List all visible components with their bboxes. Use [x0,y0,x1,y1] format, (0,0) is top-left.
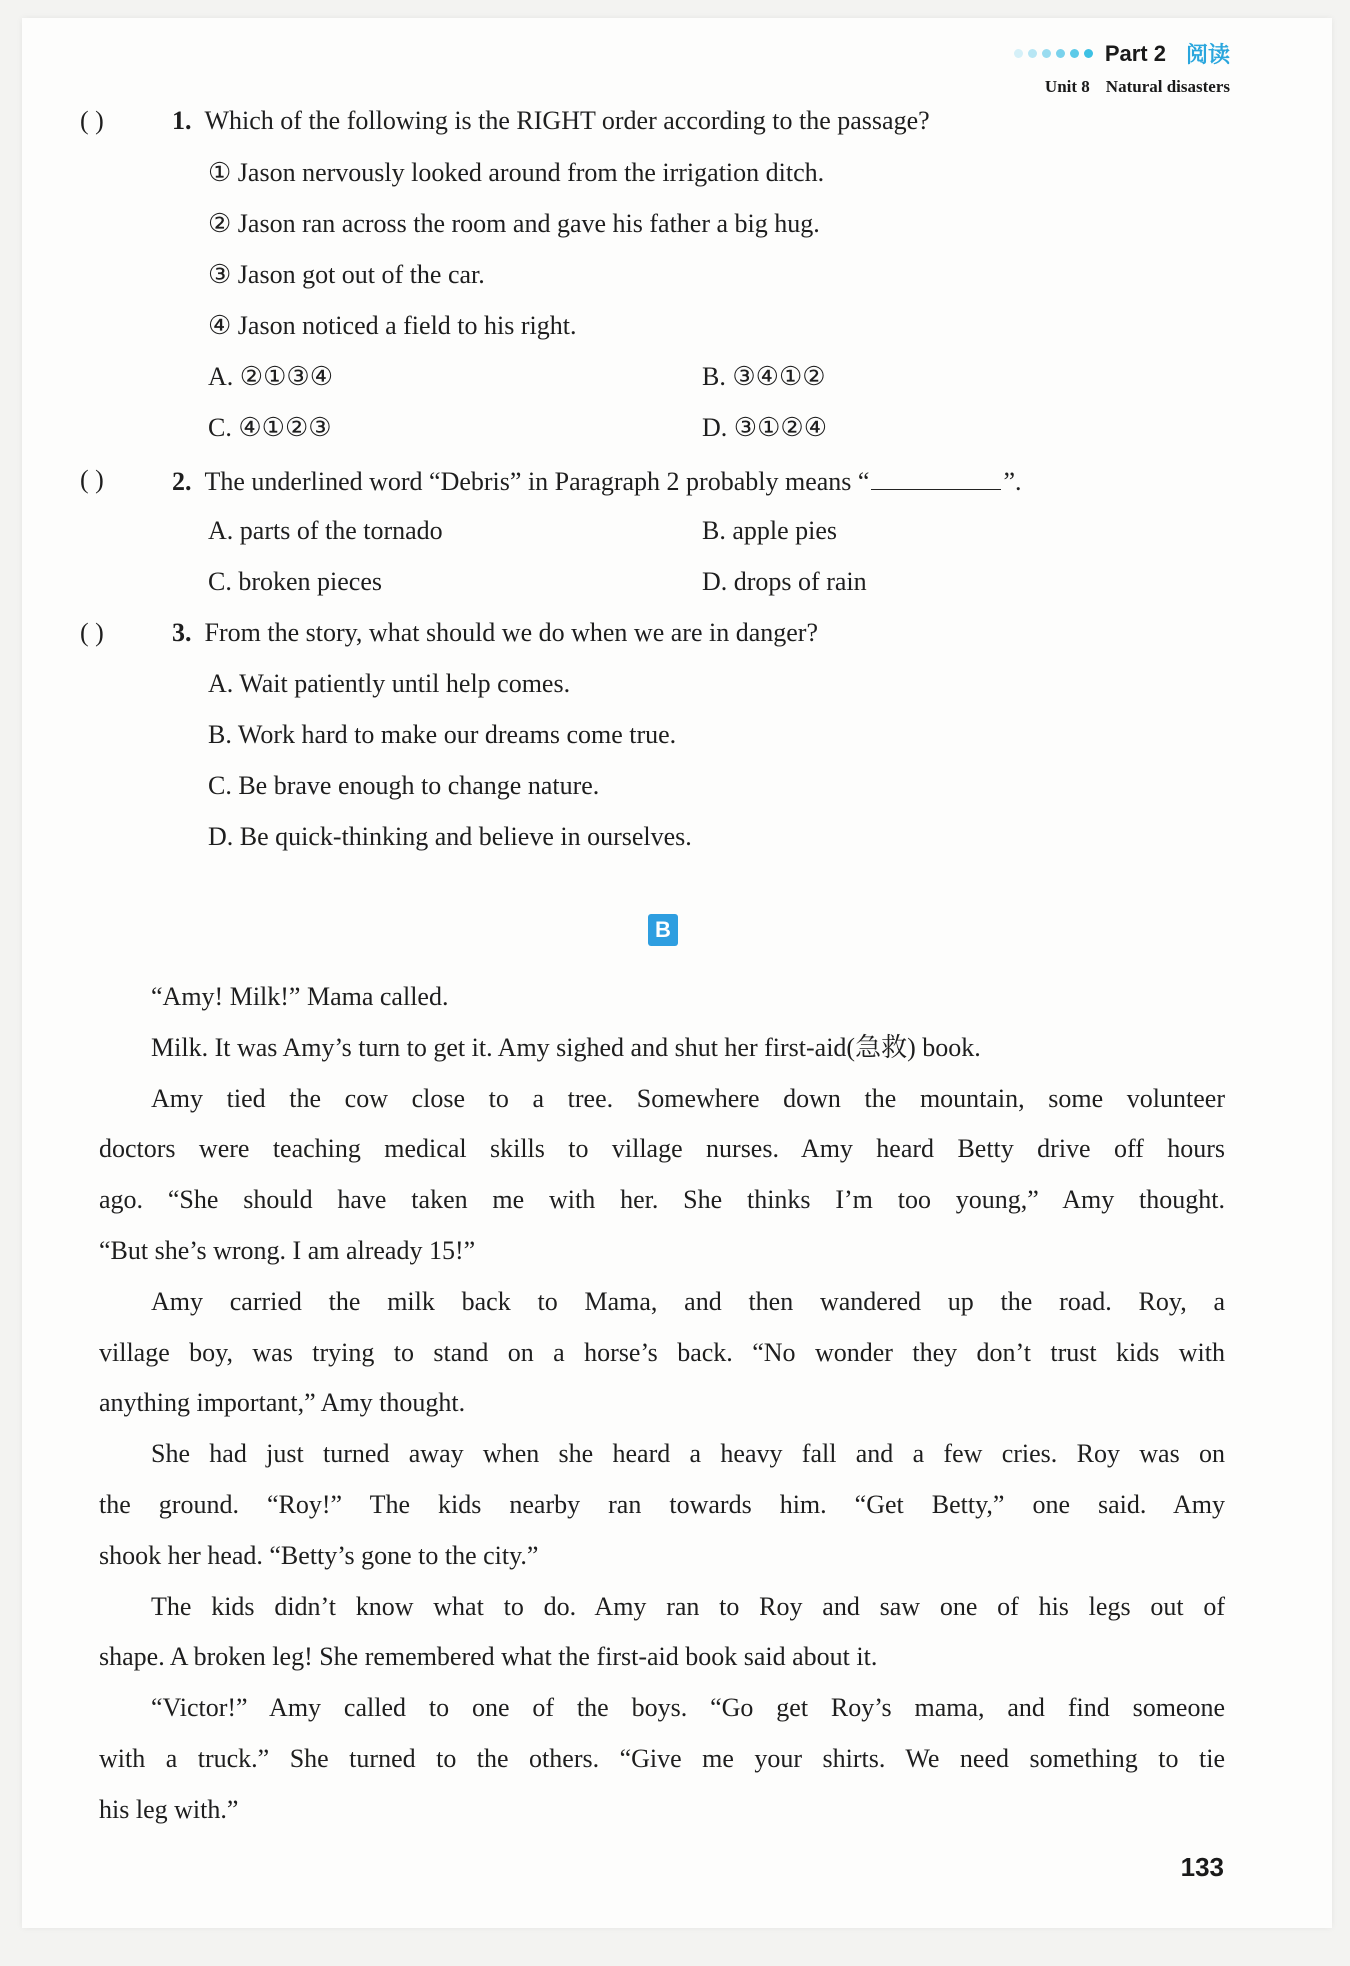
question-3-stem: 3. From the story, what should we do when we are in danger? [172,618,818,647]
answer-blank[interactable] [871,465,1001,490]
page-header [1014,38,1230,97]
part-cn-label: 阅读 [1185,43,1230,68]
question-2-stem: 2. The underlined word “Debris” in Paragraph 2 probably means “ ”. [172,467,1022,496]
answer-bracket[interactable]: ( ) [80,106,104,135]
question-2-option-c[interactable]: C. broken pieces [208,567,383,596]
question-1-stem: 1. Which of the following is the RIGHT order according to the passage? [172,106,930,135]
passage-line: “Victor!” Amy called to one of the boys. “Go get Roy’s mama, and find someone [151,1693,1225,1723]
question-3-option-c[interactable]: C. Be brave enough to change nature. [208,771,600,800]
page-number: 133 [1180,1852,1224,1882]
part-label: Part 2 [1104,40,1166,66]
question-1-option-b[interactable]: B. ③④①② [702,362,826,391]
question-1-item: ② Jason ran across the room and gave his father a big hug. [208,209,820,238]
answer-bracket[interactable]: ( ) [80,618,104,647]
unit-topic: Natural disasters [1105,77,1230,96]
passage-line: ago. “She should have taken me with her. She thinks I’m too young,” Amy thought. [99,1185,1225,1215]
question-1-option-a[interactable]: A. ②①③④ [208,362,334,391]
question-3-option-b[interactable]: B. Work hard to make our dreams come true. [208,720,677,749]
question-3-option-a[interactable]: A. Wait patiently until help comes. [208,669,571,698]
passage-line: Milk. It was Amy’s turn to get it. Amy sighed and shut her first-aid(急救) book. [151,1032,981,1062]
passage-text [99,972,1225,1836]
passage-line: village boy, was trying to stand on a horse’s back. “No wonder they don’t trust kids with [99,1337,1225,1367]
passage-line: his leg with.” [99,1794,239,1824]
decorative-dots-icon [1014,49,1093,58]
workbook-page [22,18,1332,1928]
question-3-option-d[interactable]: D. Be quick-thinking and believe in ourselves. [208,822,692,851]
passage-line: “Amy! Milk!” Mama called. [151,982,449,1011]
question-1-option-d[interactable]: D. ③①②④ [702,413,828,442]
passage-line: Amy tied the cow close to a tree. Somewhere down the mountain, some volunteer [151,1083,1225,1113]
question-1-item: ④ Jason noticed a field to his right. [208,311,577,340]
question-1-option-c[interactable]: C. ④①②③ [208,413,332,442]
question-1-item: ③ Jason got out of the car. [208,260,485,289]
answer-bracket[interactable]: ( ) [80,465,104,494]
question-2-option-a[interactable]: A. parts of the tornado [208,516,443,545]
question-2-option-b[interactable]: B. apple pies [702,516,838,545]
question-2-option-d[interactable]: D. drops of rain [702,567,867,596]
passage-line: She had just turned away when she heard a heavy fall and a few cries. Roy was on [151,1439,1225,1469]
unit-label: Unit 8 [1044,77,1090,96]
passage-line: with a truck.” She turned to the others. “Give me your shirts. We need something to tie [99,1743,1225,1773]
passage-line: the ground. “Roy!” The kids nearby ran towards him. “Get Betty,” one said. Amy [99,1489,1225,1519]
passage-line: The kids didn’t know what to do. Amy ran to Roy and saw one of his legs out of [151,1591,1225,1621]
passage-line: shook her head. “Betty’s gone to the city.” [99,1540,539,1570]
passage-line: shape. A broken leg! She remembered what the first-aid book said about it. [99,1642,878,1672]
passage-line: “But she’s wrong. I am already 15!” [99,1235,476,1265]
section-b-badge: B [648,914,678,946]
passage-line: doctors were teaching medical skills to village nurses. Amy heard Betty drive off hours [99,1134,1225,1164]
passage-line: anything important,” Amy thought. [99,1388,466,1418]
passage-line: Amy carried the milk back to Mama, and then wandered up the road. Roy, a [151,1286,1225,1316]
question-1-item: ① Jason nervously looked around from the irrigation ditch. [208,158,825,187]
